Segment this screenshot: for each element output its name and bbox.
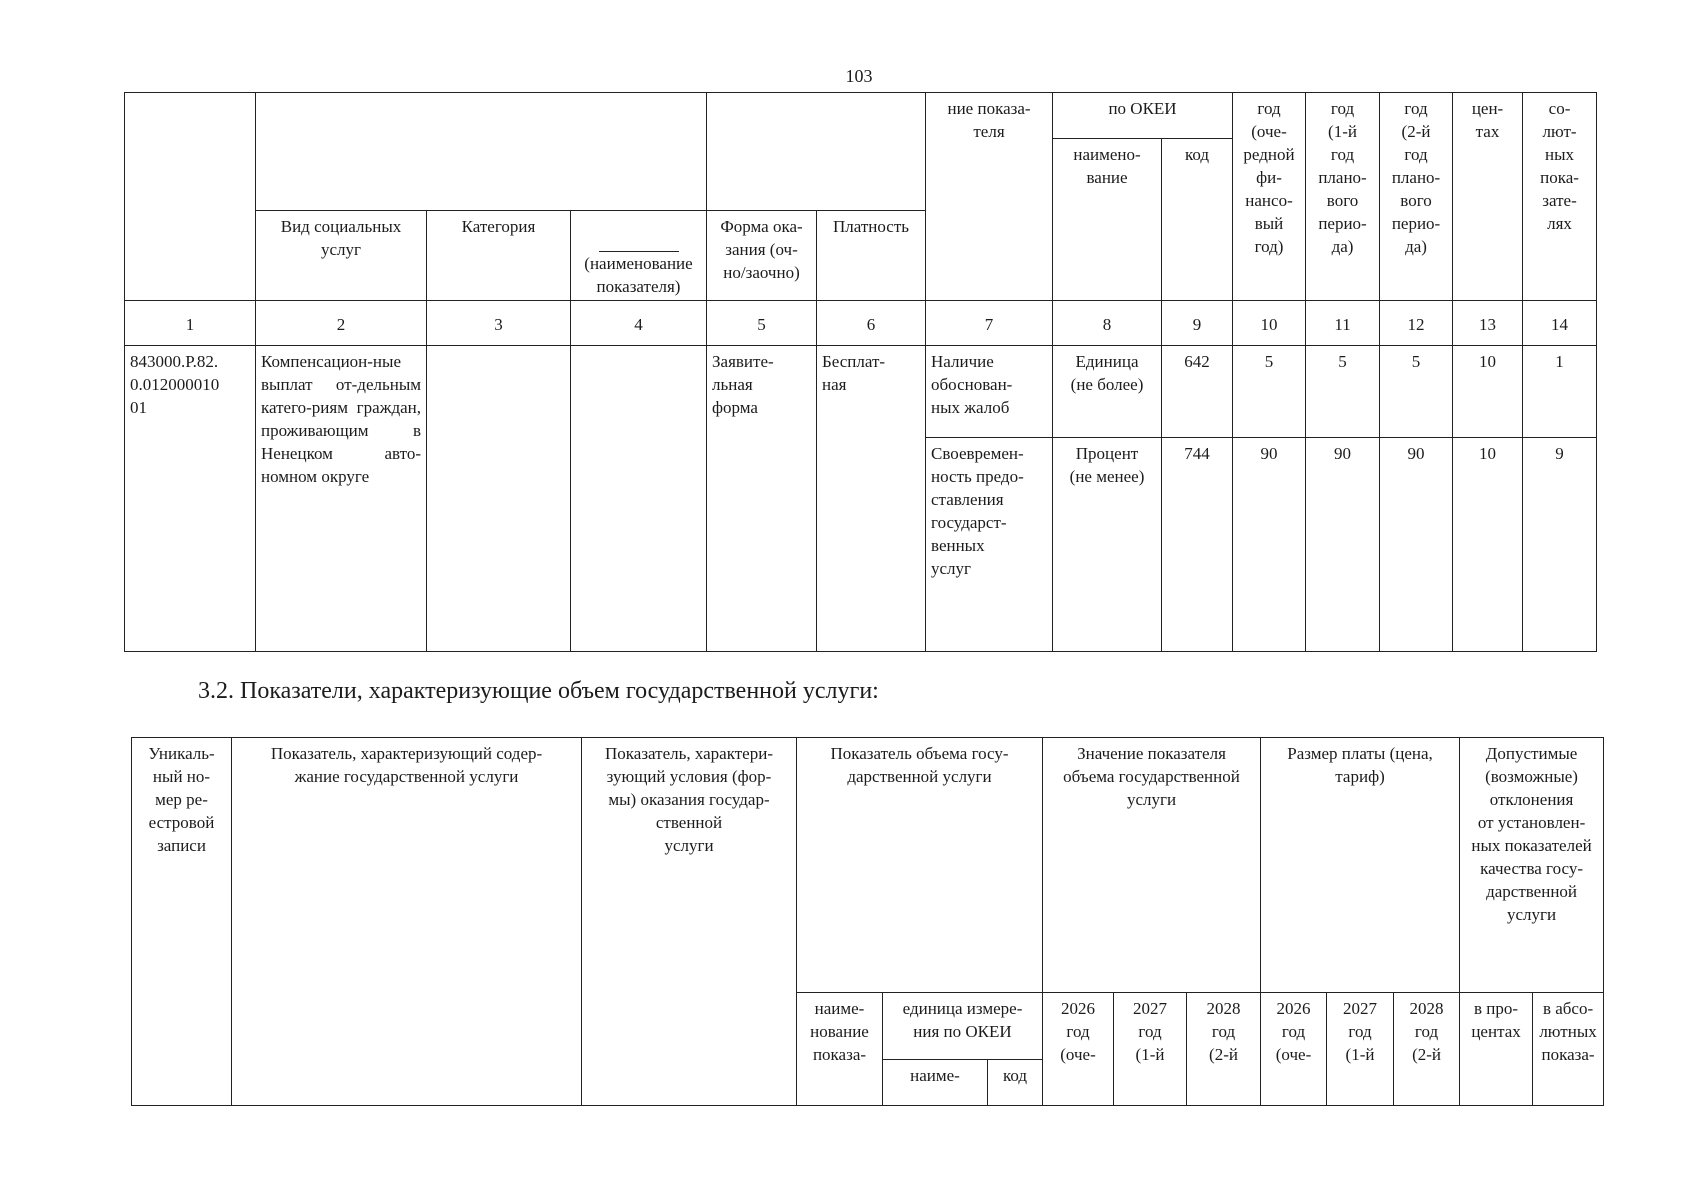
deviation-percent: 10: [1453, 438, 1523, 652]
header-service-conditions: Показатель, характери- зующий условия (фор- мы) оказания государ- ственной услуги: [582, 738, 797, 1106]
header-okei: по ОКЕИ: [1053, 93, 1233, 139]
indicator-name: Наличие обоснован- ных жалоб: [926, 346, 1053, 438]
header-deviation-absolute: со- лют- ных пока- зате- лях: [1523, 93, 1597, 301]
deviation-absolute: 1: [1523, 346, 1597, 438]
value-2026: 90: [1233, 438, 1306, 652]
header-volume-indicator: Показатель объема госу- дарственной услуги: [797, 738, 1043, 993]
column-number: 8: [1053, 301, 1162, 346]
header-deviation: Допустимые (возможные) отклонения от установлен- ных показателей качества госу- дарственной услуги: [1460, 738, 1604, 993]
header-unit-name: наиме-: [883, 1060, 988, 1106]
header-cell-registry: [125, 93, 256, 301]
column-number: 10: [1233, 301, 1306, 346]
header-unit-code: код: [988, 1060, 1043, 1106]
payment-type: Бесплат- ная: [817, 346, 926, 652]
header-deviation-percent: в про- центах: [1460, 993, 1533, 1106]
header-volume-value: Значение показателя объема государственной услуги: [1043, 738, 1261, 993]
service-form: Заявите- льная форма: [707, 346, 817, 652]
header-indicator-blank: [571, 211, 707, 301]
unit-name: Единица (не более): [1053, 346, 1162, 438]
header-year-first-plan: год (1-й год плано- вого перио- да): [1306, 93, 1380, 301]
header-cell-conditions: [707, 93, 926, 211]
header-payment: Платность: [817, 211, 926, 301]
header-service-form: Форма ока- зания (оч- но/заочно): [707, 211, 817, 301]
quality-indicators-table: [124, 92, 1597, 652]
column-number: 13: [1453, 301, 1523, 346]
column-number: 14: [1523, 301, 1597, 346]
value-2028: 90: [1380, 438, 1453, 652]
column-number: 3: [427, 301, 571, 346]
header-unit-okei: единица измере- ния по ОКЕИ: [883, 993, 1043, 1060]
registry-number: 843000.Р.82. 0.012000010 01: [125, 346, 256, 652]
header-fee-2026: 2026 год (оче-: [1261, 993, 1327, 1106]
blank-line: [599, 251, 679, 252]
unit-name: Процент (не менее): [1053, 438, 1162, 652]
column-number: 6: [817, 301, 926, 346]
header-cell-content: [256, 93, 707, 211]
column-number: 7: [926, 301, 1053, 346]
volume-indicators-table: [131, 737, 1604, 1106]
indicator-name: Своевремен- ность предо- ставления государст- венных услуг: [926, 438, 1053, 652]
header-fee-2027: 2027 год (1-й: [1327, 993, 1394, 1106]
column-number: 2: [256, 301, 427, 346]
value-2027: 5: [1306, 346, 1380, 438]
header-year-current: год (оче- редной фи- нансо- вый год): [1233, 93, 1306, 301]
value-2028: 5: [1380, 346, 1453, 438]
header-value-2027: 2027 год (1-й: [1114, 993, 1187, 1106]
value-2027: 90: [1306, 438, 1380, 652]
section-heading: 3.2. Показатели, характеризующие объем государственной услуги:: [198, 678, 879, 704]
column-number: 4: [571, 301, 707, 346]
header-deviation-percent: цен- тах: [1453, 93, 1523, 301]
header-value-2028: 2028 год (2-й: [1187, 993, 1261, 1106]
okei-code: 744: [1162, 438, 1233, 652]
header-year-second-plan: год (2-й год плано- вого перио- да): [1380, 93, 1453, 301]
deviation-percent: 10: [1453, 346, 1523, 438]
column-number: 1: [125, 301, 256, 346]
indicator-cell: [571, 346, 707, 652]
category-cell: [427, 346, 571, 652]
column-number: 12: [1380, 301, 1453, 346]
column-number: 11: [1306, 301, 1380, 346]
page-number: 103: [845, 66, 873, 86]
header-deviation-absolute: в абсо- лютных показа-: [1533, 993, 1604, 1106]
okei-code: 642: [1162, 346, 1233, 438]
header-indicator-name: наиме- нование показа-: [797, 993, 883, 1106]
header-fee: Размер платы (цена, тариф): [1261, 738, 1460, 993]
header-indicator-name-label: (наименование показателя): [584, 254, 693, 296]
column-number: 9: [1162, 301, 1233, 346]
header-registry-number: Уникаль- ный но- мер ре- естровой записи: [132, 738, 232, 1106]
value-2026: 5: [1233, 346, 1306, 438]
header-category: Категория: [427, 211, 571, 301]
service-type: Компенсацион-ные выплат от-дельным катего-риям граждан, проживающим в Ненецком авто-номном округе: [256, 346, 427, 652]
deviation-absolute: 9: [1523, 438, 1597, 652]
header-fee-2028: 2028 год (2-й: [1394, 993, 1460, 1106]
column-number: 5: [707, 301, 817, 346]
header-service-content: Показатель, характеризующий содер- жание государственной услуги: [232, 738, 582, 1106]
header-okei-code: код: [1162, 139, 1233, 301]
header-indicator-name: ние показа- теля: [926, 93, 1053, 301]
header-okei-name: наимено- вание: [1053, 139, 1162, 301]
header-value-2026: 2026 год (оче-: [1043, 993, 1114, 1106]
header-service-type: Вид социальных услуг: [256, 211, 427, 301]
